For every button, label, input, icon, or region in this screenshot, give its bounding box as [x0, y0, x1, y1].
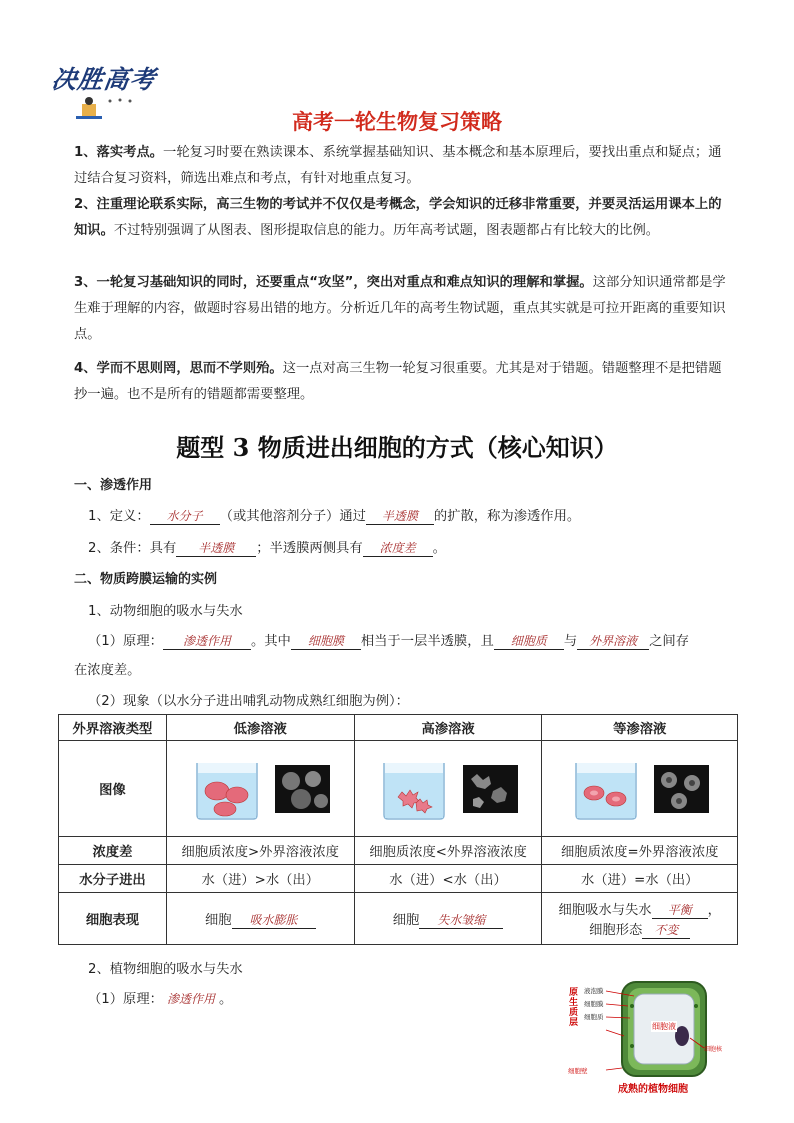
cell-label-tonoplast: 液泡膜 — [584, 987, 604, 995]
strategy-4-bold: 4、学而不思则罔，思而不学则殆。 — [74, 361, 283, 376]
cond-end: 。 — [432, 541, 446, 556]
condition-line — [88, 537, 446, 557]
plant-principle-line — [88, 988, 232, 1007]
table-cell — [166, 893, 354, 945]
table-row-concentration — [59, 837, 738, 865]
principle-text-1: 。其中 — [250, 634, 291, 649]
micrograph-swollen-icon — [275, 765, 330, 813]
perf-prefix: 细胞吸水与失水 — [558, 902, 652, 918]
phenomenon-line: （2）现象（以水分子进出哺乳动物成熟红细胞为例）： — [88, 694, 409, 709]
principle-text-3: 与 — [563, 634, 578, 649]
blank-water-molecule: 水分子 — [150, 507, 220, 525]
table-cell — [542, 893, 738, 945]
cond-label: 2、条件：具有 — [88, 541, 177, 556]
table-header: 低渗溶液 — [166, 715, 354, 741]
blank-cell-membrane: 细胞膜 — [291, 632, 361, 650]
vacuole-label: 细胞液 — [652, 1022, 676, 1031]
principle-text-4: 之间存 — [649, 634, 689, 649]
image-isotonic — [542, 741, 738, 837]
section-2-heading: 二、物质跨膜运输的实例 — [74, 572, 218, 587]
micrograph-shrunken-icon — [463, 765, 518, 813]
strategy-2-text: 不过特别强调了从图表、图形提取信息的能力。历年高考试题，图表题都占有比较大的比例。 — [113, 223, 660, 238]
beaker-shrunken-cells-icon — [378, 757, 450, 821]
table-header-row — [59, 715, 738, 741]
definition-line — [88, 505, 580, 525]
blank-membrane: 半透膜 — [176, 539, 256, 557]
document-title: 高考一轮生物复习策略 — [292, 110, 502, 134]
principle-text-2: 相当于一层半透膜，且 — [360, 634, 494, 649]
perf-prefix: 细胞 — [204, 912, 232, 928]
nucleus-label: 细胞核 — [704, 1046, 723, 1053]
blank-balance: 平衡 — [652, 901, 708, 919]
table-cell: 细胞质浓度<外界溶液浓度 — [354, 837, 542, 865]
topic-title: 题型 3 物质进出细胞的方式（核心知识） — [176, 433, 618, 462]
plant-principle-label: （1）原理： — [88, 992, 163, 1007]
image-hypotonic — [166, 741, 354, 837]
strategy-2-bold: 2、注重理论联系实际，高三生物的考试并不仅仅是考概念，学会知识的迁移非常重要，并要灵活运用课本上的知识。 — [74, 197, 722, 238]
beaker-swollen-cells-icon — [191, 757, 263, 821]
strategy-3-bold: 3、一轮复习基础知识的同时，还要重点“攻坚”，突出对重点和难点知识的理解和掌握。 — [74, 275, 593, 290]
table-row-water — [59, 865, 738, 893]
perf-prefix: 细胞 — [392, 912, 420, 928]
table-cell: 水（进）=水（出） — [542, 865, 738, 893]
table-row-performance — [59, 893, 738, 945]
plant-principle-end: 。 — [218, 992, 233, 1007]
perf-comma: ， — [707, 902, 721, 918]
cell-label-membrane: 细胞膜 — [584, 1000, 604, 1008]
animal-principle-line — [88, 630, 689, 650]
cond-text: ；半透膜两侧具有 — [256, 541, 363, 556]
def-text-2: 的扩散，称为渗透作用。 — [433, 509, 581, 524]
blank-semipermeable: 半透膜 — [366, 507, 434, 525]
table-cell: 细胞质浓度=外界溶液浓度 — [542, 837, 738, 865]
plant-cell-caption: 成熟的植物细胞 — [618, 1084, 688, 1095]
logo-text: 决胜高考 — [49, 65, 158, 94]
blank-osmosis: 渗透作用 — [163, 632, 251, 650]
table-cell — [354, 893, 542, 945]
strategy-1-text: 一轮复习时要在熟读课本、系统掌握基础知识、基本概念和基本原理后，要找出重点和疑点；通过结合复习资料，筛选出难点和考点，有针对地重点复习。 — [74, 145, 722, 186]
protoplast-label: 原生质层 — [569, 988, 579, 1028]
cell-label-cytoplasm: 细胞质 — [584, 1013, 604, 1021]
osmosis-table — [58, 714, 738, 945]
cell-wall-label: 细胞壁 — [568, 1067, 588, 1075]
strategy-2 — [74, 192, 726, 244]
blank-external-solution: 外界溶液 — [577, 632, 649, 650]
table-row-image — [59, 741, 738, 837]
table-cell: 细胞质浓度>外界溶液浓度 — [166, 837, 354, 865]
strategy-1 — [74, 140, 726, 192]
beaker-normal-cells-icon — [570, 757, 642, 821]
strategy-4 — [74, 356, 726, 408]
blank-cytoplasm: 细胞质 — [494, 632, 564, 650]
section-1-heading: 一、渗透作用 — [74, 478, 153, 493]
table-header: 高渗溶液 — [354, 715, 542, 741]
table-cell: 细胞表现 — [59, 893, 167, 945]
principle-continuation: 在浓度差。 — [74, 663, 141, 678]
blank-swell: 吸水膨胀 — [232, 911, 316, 929]
table-cell: 水（进）>水（出） — [166, 865, 354, 893]
blank-shrink: 失水皱缩 — [419, 911, 503, 929]
strategy-3 — [74, 270, 726, 348]
animal-cell-heading: 1、动物细胞的吸水与失水 — [88, 604, 243, 619]
strategy-1-bold: 1、落实考点。 — [74, 145, 164, 160]
principle-label: （1）原理： — [88, 634, 163, 649]
def-text-1: （或其他溶剂分子）通过 — [219, 509, 366, 524]
plant-cell-diagram — [566, 976, 726, 1096]
perf-prefix: 细胞形态 — [589, 922, 643, 938]
table-cell: 水（进）<水（出） — [354, 865, 542, 893]
table-header: 等渗溶液 — [542, 715, 738, 741]
plant-principle-answer: 渗透作用 — [166, 992, 215, 1006]
strategy-4-text: 这一点对高三生物一轮复习很重要。尤其是对于错题。错题整理不是把错题抄一遍。也不是所有的错题都需要整理。 — [74, 361, 722, 402]
image-hypertonic — [354, 741, 542, 837]
strategy-3-text: 这部分知识通常都是学生难于理解的内容，做题时容易出错的地方。分析近几年的高考生物试题，重点其实就是可拉开距离的重要知识点。 — [74, 275, 726, 342]
blank-unchanged: 不变 — [642, 921, 690, 939]
row-label-image: 图像 — [59, 741, 167, 837]
blank-concentration-diff: 浓度差 — [363, 539, 433, 557]
table-cell: 水分子进出 — [59, 865, 167, 893]
table-header: 外界溶液类型 — [59, 715, 167, 741]
micrograph-normal-icon — [654, 765, 709, 813]
table-cell: 浓度差 — [59, 837, 167, 865]
plant-cell-heading: 2、植物细胞的吸水与失水 — [88, 962, 243, 977]
def-label: 1、定义： — [88, 509, 150, 524]
